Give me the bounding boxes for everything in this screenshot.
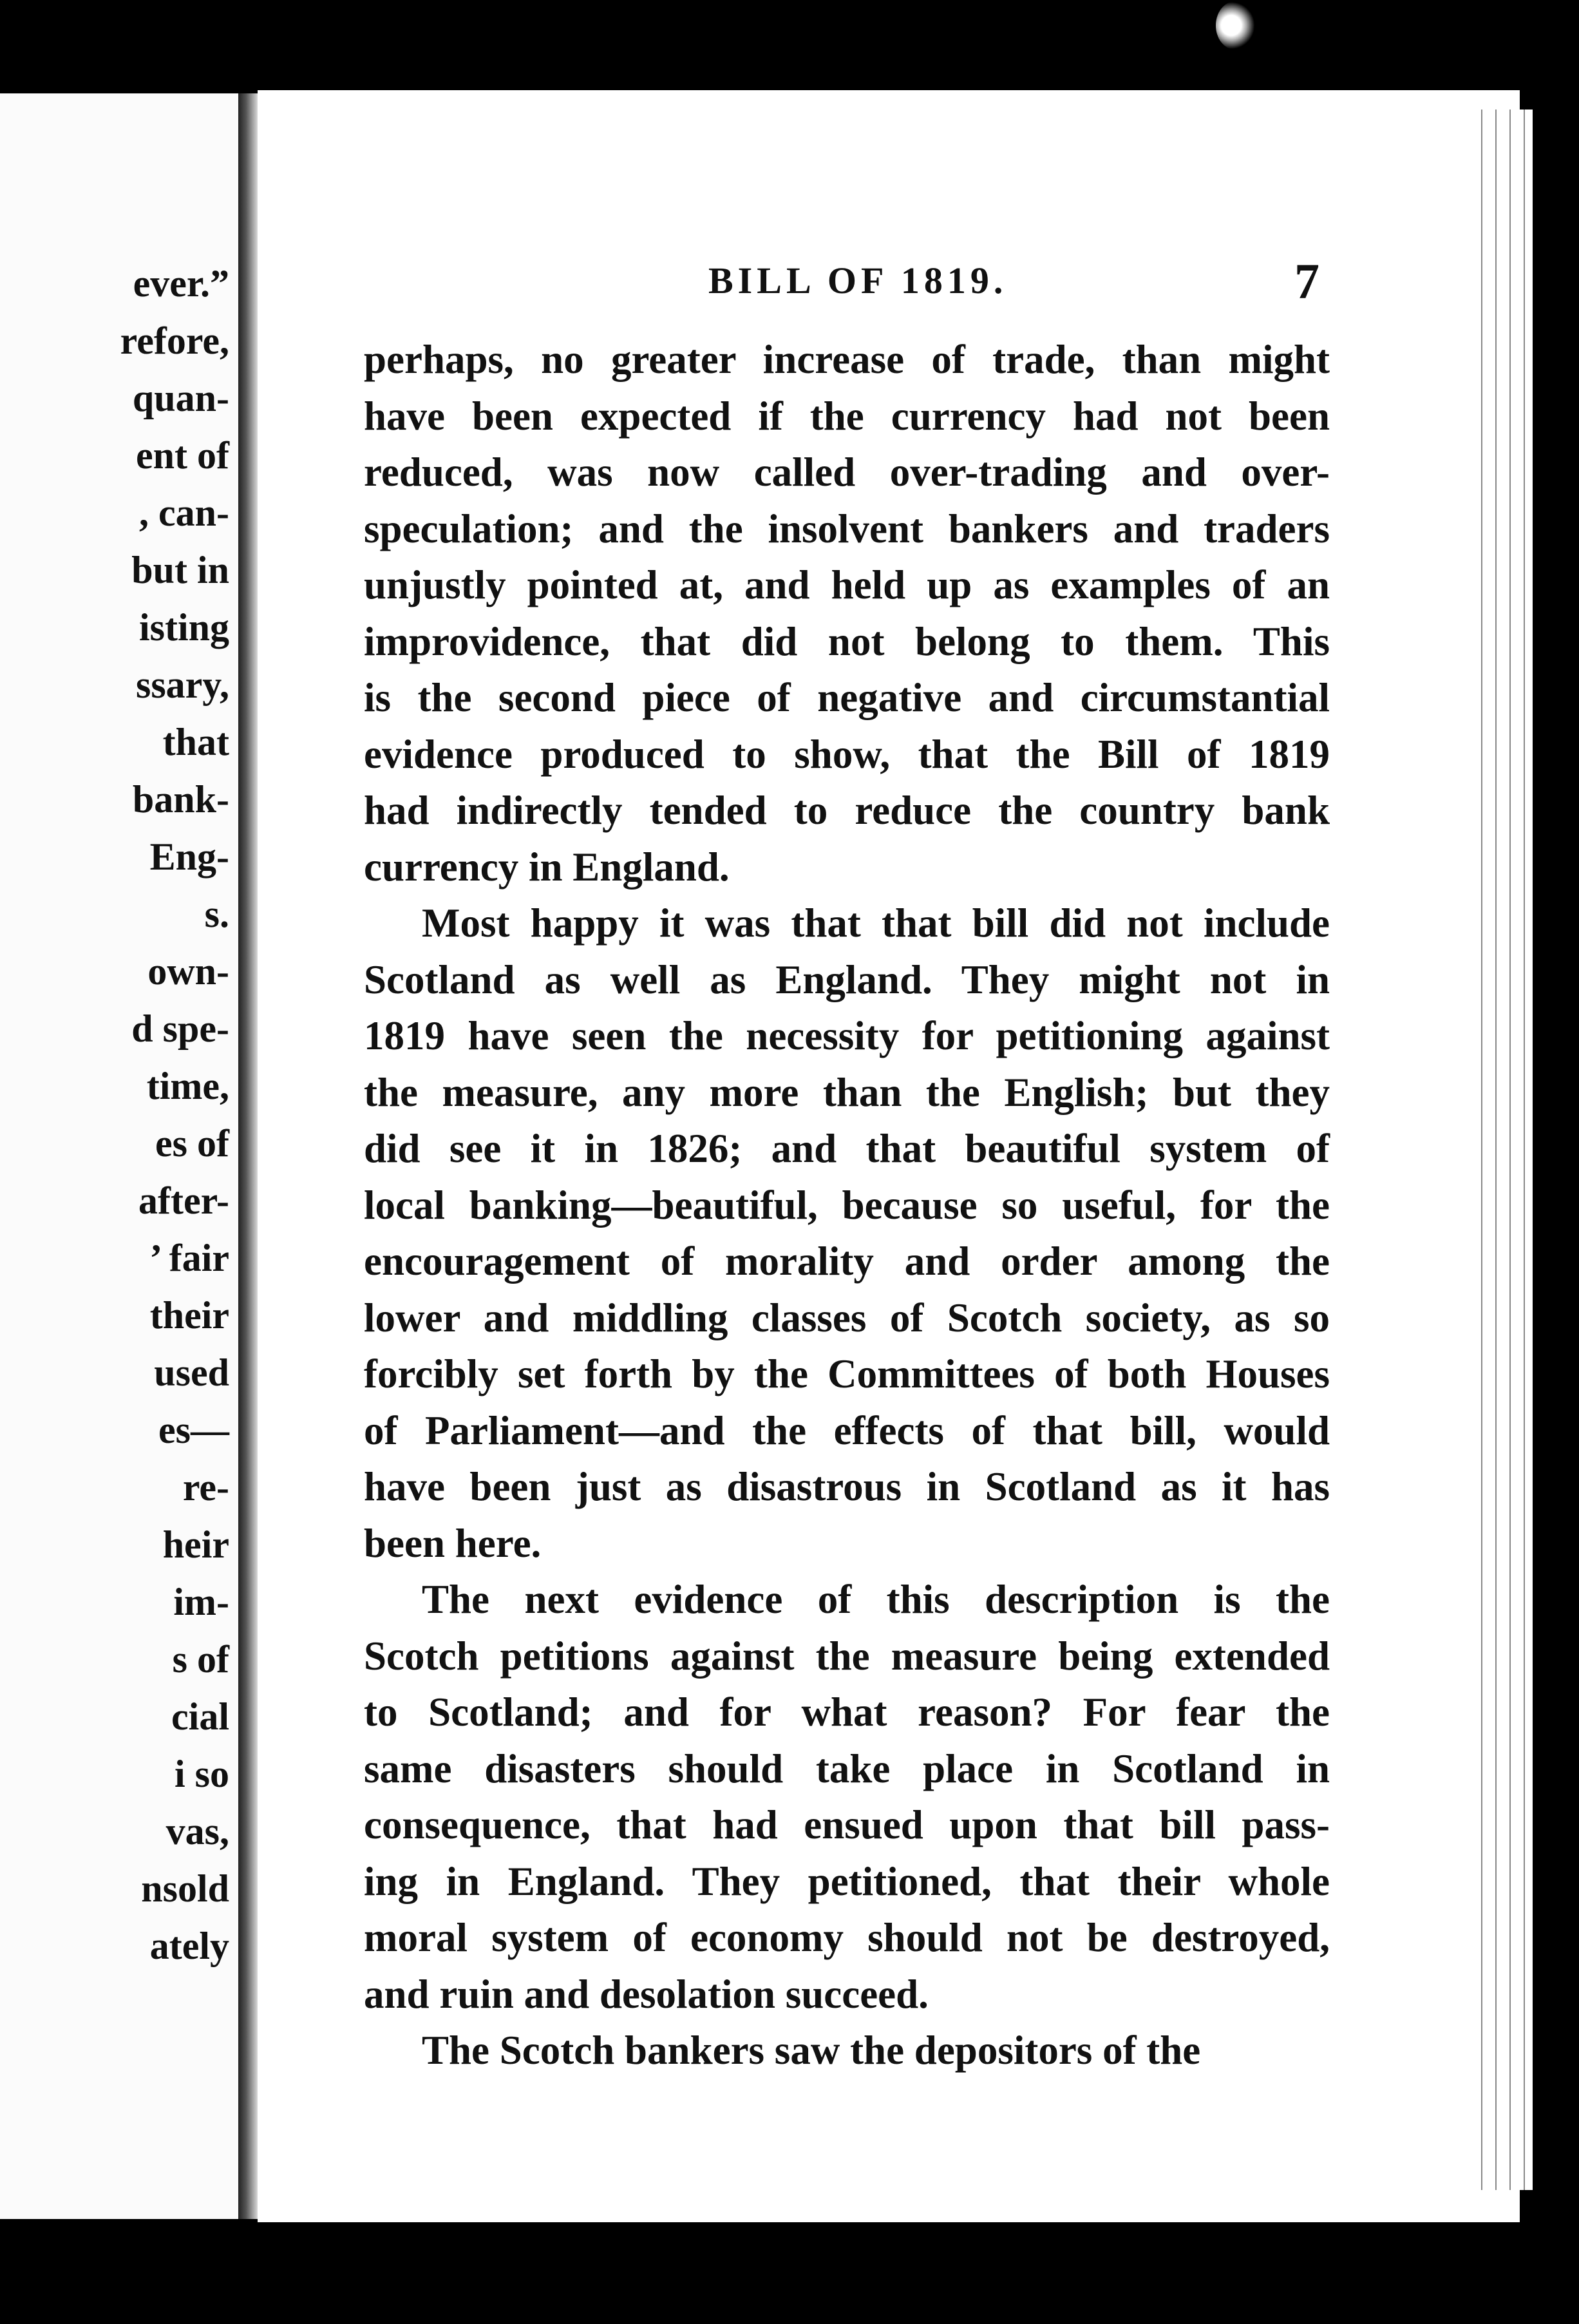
text-line: did see it in 1826; and that beautiful system of: [364, 1126, 1330, 1171]
facing-page-line: their: [149, 1294, 229, 1337]
paragraph: [364, 895, 1330, 1572]
text-line: lower and middling classes of Scotch society, as so: [364, 1295, 1330, 1340]
text-line: improvidence, that did not belong to them. This: [364, 618, 1330, 664]
facing-page-line: quan-: [132, 377, 229, 419]
text-line: Most happy it was that that bill did not include: [422, 900, 1330, 946]
facing-page-line: nsold: [141, 1867, 229, 1910]
paragraph: [364, 1572, 1330, 2023]
paragraph: [364, 2023, 1330, 2079]
facing-page-line: that: [162, 721, 229, 763]
text-line: evidence produced to show, that the Bill of 1819: [364, 731, 1330, 777]
facing-page-line: bank-: [132, 778, 229, 821]
facing-page-line: d spe-: [131, 1007, 229, 1050]
facing-page-line: ent of: [136, 434, 229, 477]
facing-page-line: i so: [174, 1753, 229, 1795]
text-line: The Scotch bankers saw the depositors of the: [422, 2028, 1201, 2073]
facing-page-line: time,: [146, 1065, 229, 1107]
facing-page-line: but in: [131, 549, 229, 591]
text-line: have been expected if the currency had not been: [364, 393, 1330, 439]
book-page: [258, 90, 1520, 2222]
facing-page: [0, 93, 238, 2219]
text-line: and ruin and desolation succeed.: [364, 1971, 929, 2017]
facing-page-line: used: [154, 1351, 229, 1394]
text-line: the measure, any more than the English; but they: [364, 1069, 1330, 1115]
ink-blot: [1216, 1, 1254, 50]
text-line: The next evidence of this description is the: [422, 1577, 1330, 1622]
text-line: forcibly set forth by the Committees of both Houses: [364, 1351, 1330, 1396]
facing-page-line: isting: [138, 606, 229, 649]
body-text: [364, 332, 1330, 2079]
facing-page-line: es of: [155, 1122, 229, 1165]
facing-page-line: ately: [149, 1925, 229, 1967]
text-line: is the second piece of negative and circumstantial: [364, 675, 1330, 720]
page-header: [258, 253, 1520, 310]
paragraph: [364, 332, 1330, 895]
facing-page-line: im-: [173, 1581, 229, 1623]
page-number: 7: [1294, 253, 1319, 309]
text-line: encouragement of morality and order among the: [364, 1239, 1330, 1284]
facing-page-line: ssary,: [135, 663, 229, 706]
text-line: been here.: [364, 1520, 542, 1566]
running-head: BILL OF 1819.: [708, 260, 1008, 301]
facing-page-line: s.: [204, 893, 229, 935]
text-line: ing in England. They petitioned, that their whole: [364, 1858, 1330, 1904]
text-line: consequence, that had ensued upon that bill pass-: [364, 1802, 1330, 1847]
facing-page-line: re-: [182, 1466, 229, 1509]
page-edges: [1475, 110, 1533, 2190]
text-line: same disasters should take place in Scotland in: [364, 1746, 1330, 1791]
facing-page-line: cial: [171, 1695, 229, 1738]
text-line: Scotch petitions against the measure being extended: [364, 1633, 1330, 1679]
text-line: moral system of economy should not be destroyed,: [364, 1915, 1330, 1960]
text-line: Scotland as well as England. They might not in: [364, 957, 1330, 1002]
facing-page-line: ever.”: [133, 262, 229, 305]
text-line: to Scotland; and for what reason? For fear the: [364, 1690, 1330, 1735]
text-line: had indirectly tended to reduce the country bank: [364, 788, 1330, 833]
text-line: of Parliament—and the effects of that bill, would: [364, 1407, 1330, 1453]
facing-page-line: ’ fair: [149, 1237, 229, 1279]
text-line: reduced, was now called over-trading and over-: [364, 450, 1330, 495]
facing-page-line: s of: [172, 1638, 229, 1681]
text-line: local banking—beautiful, because so useful, for the: [364, 1182, 1330, 1228]
facing-page-line: , can-: [139, 491, 229, 534]
facing-page-line: vas,: [165, 1810, 229, 1853]
text-line: unjustly pointed at, and held up as examples of an: [364, 562, 1330, 607]
text-line: speculation; and the insolvent bankers and traders: [364, 506, 1330, 551]
text-line: 1819 have seen the necessity for petitioning against: [364, 1013, 1330, 1058]
facing-page-line: heir: [162, 1523, 229, 1566]
facing-page-line: Eng-: [149, 835, 229, 878]
facing-page-line: refore,: [120, 319, 229, 362]
facing-page-line: es—: [158, 1409, 229, 1451]
facing-page-line: own-: [147, 950, 229, 993]
facing-page-line: after-: [138, 1179, 229, 1222]
text-line: currency in England.: [364, 844, 730, 890]
book-gutter: [238, 93, 258, 2219]
text-line: have been just as disastrous in Scotland as it has: [364, 1464, 1330, 1509]
text-line: perhaps, no greater increase of trade, than might: [364, 337, 1330, 382]
